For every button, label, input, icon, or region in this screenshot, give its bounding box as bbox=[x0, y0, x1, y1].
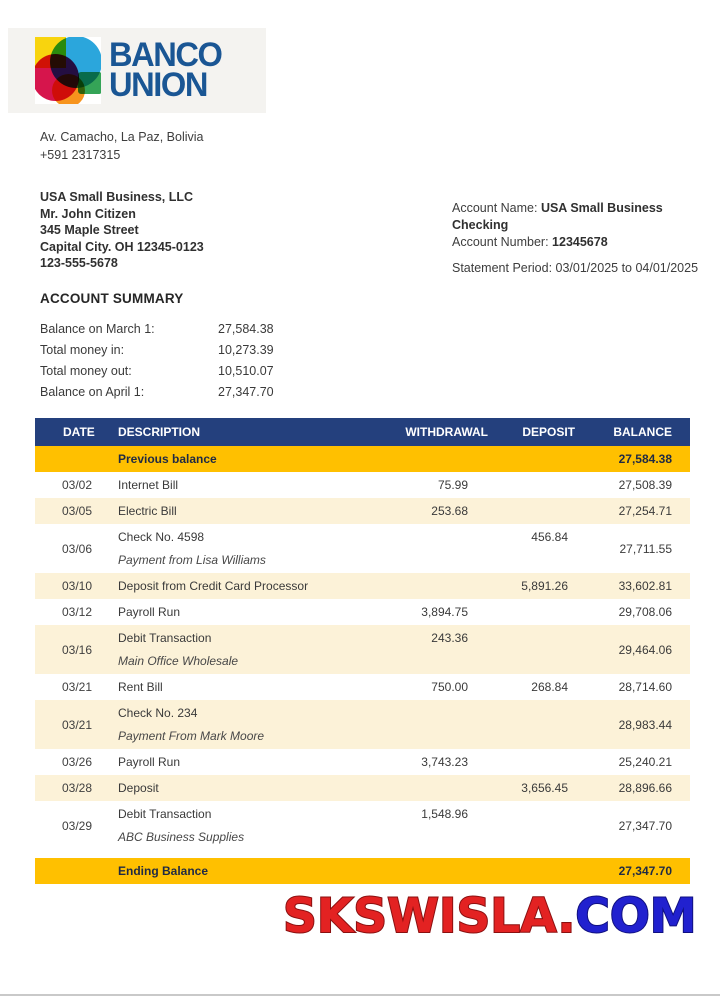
page-bottom-border bbox=[0, 994, 720, 996]
withdrawal-cell: 3,894.75 bbox=[421, 605, 468, 619]
summary-row bbox=[40, 381, 274, 402]
description-text: Electric Bill bbox=[118, 504, 177, 518]
balance-cell: 28,983.44 bbox=[590, 700, 690, 749]
deposit-cell bbox=[503, 625, 590, 674]
date-cell: 03/12 bbox=[62, 605, 93, 619]
balance-cell: 27,254.71 bbox=[590, 498, 690, 524]
description-text: Debit Transaction bbox=[118, 807, 212, 821]
withdrawal-cell: 3,743.23 bbox=[421, 755, 468, 769]
description-cell bbox=[118, 472, 383, 498]
bank-logo bbox=[8, 28, 266, 113]
statement-period-row bbox=[452, 260, 720, 277]
transaction-row bbox=[35, 700, 690, 749]
description-cell bbox=[118, 625, 383, 674]
withdrawal-cell: 1,548.96 bbox=[421, 807, 468, 821]
bank-address bbox=[40, 128, 204, 164]
description-cell bbox=[118, 599, 383, 625]
transaction-row bbox=[35, 472, 690, 498]
transaction-row bbox=[35, 749, 690, 775]
header-description: DESCRIPTION bbox=[118, 418, 383, 446]
date-cell: 03/21 bbox=[62, 680, 93, 694]
account-name-label: Account Name: bbox=[452, 201, 541, 215]
deposit-cell bbox=[503, 446, 590, 472]
deposit-cell bbox=[503, 700, 590, 749]
ending-balance-amount: 27,347.70 bbox=[618, 864, 672, 878]
account-info-block bbox=[452, 200, 720, 277]
customer-address-block bbox=[40, 189, 204, 272]
date-cell: 03/21 bbox=[35, 700, 118, 749]
date-cell: 03/10 bbox=[35, 573, 118, 599]
description-note: Payment from Lisa Williams bbox=[118, 553, 266, 567]
summary-label: Balance on March 1: bbox=[40, 321, 155, 336]
statement-period-label: Statement Period: bbox=[452, 261, 556, 275]
transaction-row bbox=[35, 524, 690, 573]
bank-address-line: Av. Camacho, La Paz, Bolivia bbox=[40, 130, 204, 144]
description-text: Check No. 4598 bbox=[118, 530, 205, 544]
date-cell: 03/06 bbox=[62, 541, 93, 556]
deposit-cell: 456.84 bbox=[531, 530, 568, 544]
transaction-row bbox=[35, 674, 690, 700]
transaction-row bbox=[35, 625, 690, 674]
customer-name: Mr. John Citizen bbox=[40, 206, 136, 221]
summary-label: Total money in: bbox=[40, 342, 125, 357]
description-cell bbox=[118, 700, 383, 749]
date-cell: 03/16 bbox=[35, 625, 118, 674]
bank-name-line1: BANCO bbox=[109, 35, 222, 74]
balance-cell: 29,464.06 bbox=[590, 625, 690, 674]
withdrawal-cell bbox=[383, 700, 503, 749]
description-text: Check No. 234 bbox=[118, 706, 198, 720]
banco-union-logo-icon bbox=[35, 37, 101, 104]
balance-cell: 27,711.55 bbox=[619, 541, 672, 556]
table-header-row bbox=[35, 418, 690, 446]
date-cell: 03/29 bbox=[62, 818, 93, 833]
balance-cell: 27,508.39 bbox=[618, 478, 672, 492]
customer-city: Capital City. OH 12345-0123 bbox=[40, 239, 204, 254]
deposit-cell bbox=[503, 498, 590, 524]
description-text: Debit Transaction bbox=[118, 631, 212, 645]
date-cell: 03/28 bbox=[35, 775, 118, 801]
customer-company: USA Small Business, LLC bbox=[40, 190, 194, 204]
summary-row bbox=[40, 318, 274, 339]
customer-phone: 123-555-5678 bbox=[40, 256, 118, 270]
withdrawal-cell bbox=[383, 524, 503, 573]
description-text: Deposit from Credit Card Processor bbox=[118, 579, 309, 593]
withdrawal-cell bbox=[383, 573, 503, 599]
transaction-row bbox=[35, 801, 690, 850]
account-summary-rows bbox=[40, 318, 274, 402]
summary-value: 10,273.39 bbox=[218, 342, 274, 357]
bank-name bbox=[109, 35, 222, 104]
description-text: Internet Bill bbox=[118, 478, 179, 492]
summary-row bbox=[40, 339, 274, 360]
transaction-row bbox=[35, 599, 690, 625]
header-withdrawal: WITHDRAWAL bbox=[383, 418, 503, 446]
deposit-cell bbox=[503, 472, 590, 498]
customer-street: 345 Maple Street bbox=[40, 223, 139, 237]
description-cell bbox=[118, 801, 383, 850]
balance-cell: 28,714.60 bbox=[618, 680, 672, 694]
transaction-row bbox=[35, 498, 690, 524]
deposit-cell: 3,656.45 bbox=[503, 775, 590, 801]
balance-cell: 27,347.70 bbox=[618, 818, 672, 833]
watermark bbox=[283, 891, 703, 943]
summary-row bbox=[40, 360, 274, 381]
withdrawal-cell: 253.68 bbox=[383, 498, 503, 524]
withdrawal-cell: 750.00 bbox=[431, 680, 468, 694]
date-cell bbox=[35, 446, 118, 472]
description-cell bbox=[118, 775, 383, 801]
summary-label: Total money out: bbox=[40, 363, 132, 378]
balance-cell: 33,602.81 bbox=[590, 573, 690, 599]
description-cell bbox=[118, 674, 383, 700]
withdrawal-cell bbox=[383, 775, 503, 801]
previous-balance-row bbox=[35, 446, 690, 472]
header-deposit: DEPOSIT bbox=[503, 418, 590, 446]
watermark-text-red: SKSWISLA. bbox=[283, 889, 576, 944]
bank-name-line2: UNION bbox=[109, 65, 207, 104]
description-cell bbox=[118, 498, 383, 524]
account-name-row bbox=[452, 200, 720, 234]
account-number-value: 12345678 bbox=[552, 235, 608, 249]
description-cell bbox=[118, 524, 383, 573]
date-cell: 03/05 bbox=[35, 498, 118, 524]
summary-value: 27,584.38 bbox=[218, 321, 274, 336]
header-balance: BALANCE bbox=[590, 418, 690, 446]
deposit-cell: 5,891.26 bbox=[503, 573, 590, 599]
description-note: ABC Business Supplies bbox=[118, 830, 245, 844]
balance-cell: 29,708.06 bbox=[618, 605, 672, 619]
deposit-cell bbox=[503, 749, 590, 775]
description-note: Payment From Mark Moore bbox=[118, 729, 265, 743]
balance-cell: 25,240.21 bbox=[618, 755, 672, 769]
description-cell bbox=[118, 573, 383, 599]
header-date: DATE bbox=[35, 418, 118, 446]
description-text: Payroll Run bbox=[118, 605, 181, 619]
bank-phone: +591 2317315 bbox=[40, 148, 121, 162]
summary-label: Balance on April 1: bbox=[40, 384, 145, 399]
previous-balance-label: Previous balance bbox=[118, 446, 383, 472]
statement-period-value: 03/01/2025 to 04/01/2025 bbox=[555, 261, 699, 275]
transaction-row bbox=[35, 775, 690, 801]
ending-balance-label: Ending Balance bbox=[118, 864, 209, 878]
deposit-cell bbox=[503, 599, 590, 625]
date-cell: 03/02 bbox=[62, 478, 93, 492]
watermark-text-blue: COM bbox=[575, 889, 697, 944]
transactions-table bbox=[35, 418, 690, 850]
description-cell bbox=[118, 749, 383, 775]
account-name-value: USA Small Business Checking bbox=[452, 201, 663, 232]
account-summary-title: ACCOUNT SUMMARY bbox=[40, 291, 184, 306]
withdrawal-cell bbox=[383, 446, 503, 472]
account-number-row bbox=[452, 234, 720, 251]
description-note: Main Office Wholesale bbox=[118, 654, 239, 668]
description-text: Payroll Run bbox=[118, 755, 181, 769]
date-cell: 03/26 bbox=[62, 755, 93, 769]
ending-balance-row bbox=[35, 858, 690, 884]
account-number-label: Account Number: bbox=[452, 235, 553, 249]
transaction-row bbox=[35, 573, 690, 599]
deposit-cell bbox=[503, 801, 590, 850]
logo-green-square bbox=[78, 72, 101, 94]
withdrawal-cell: 243.36 bbox=[383, 625, 503, 674]
summary-value: 10,510.07 bbox=[218, 363, 274, 378]
withdrawal-cell: 75.99 bbox=[437, 478, 468, 492]
previous-balance-amount: 27,584.38 bbox=[590, 446, 690, 472]
balance-cell: 28,896.66 bbox=[590, 775, 690, 801]
account-summary bbox=[40, 291, 274, 402]
description-text: Rent Bill bbox=[118, 680, 163, 694]
deposit-cell: 268.84 bbox=[531, 680, 568, 694]
description-text: Deposit bbox=[118, 781, 159, 795]
summary-value: 27,347.70 bbox=[218, 384, 274, 399]
